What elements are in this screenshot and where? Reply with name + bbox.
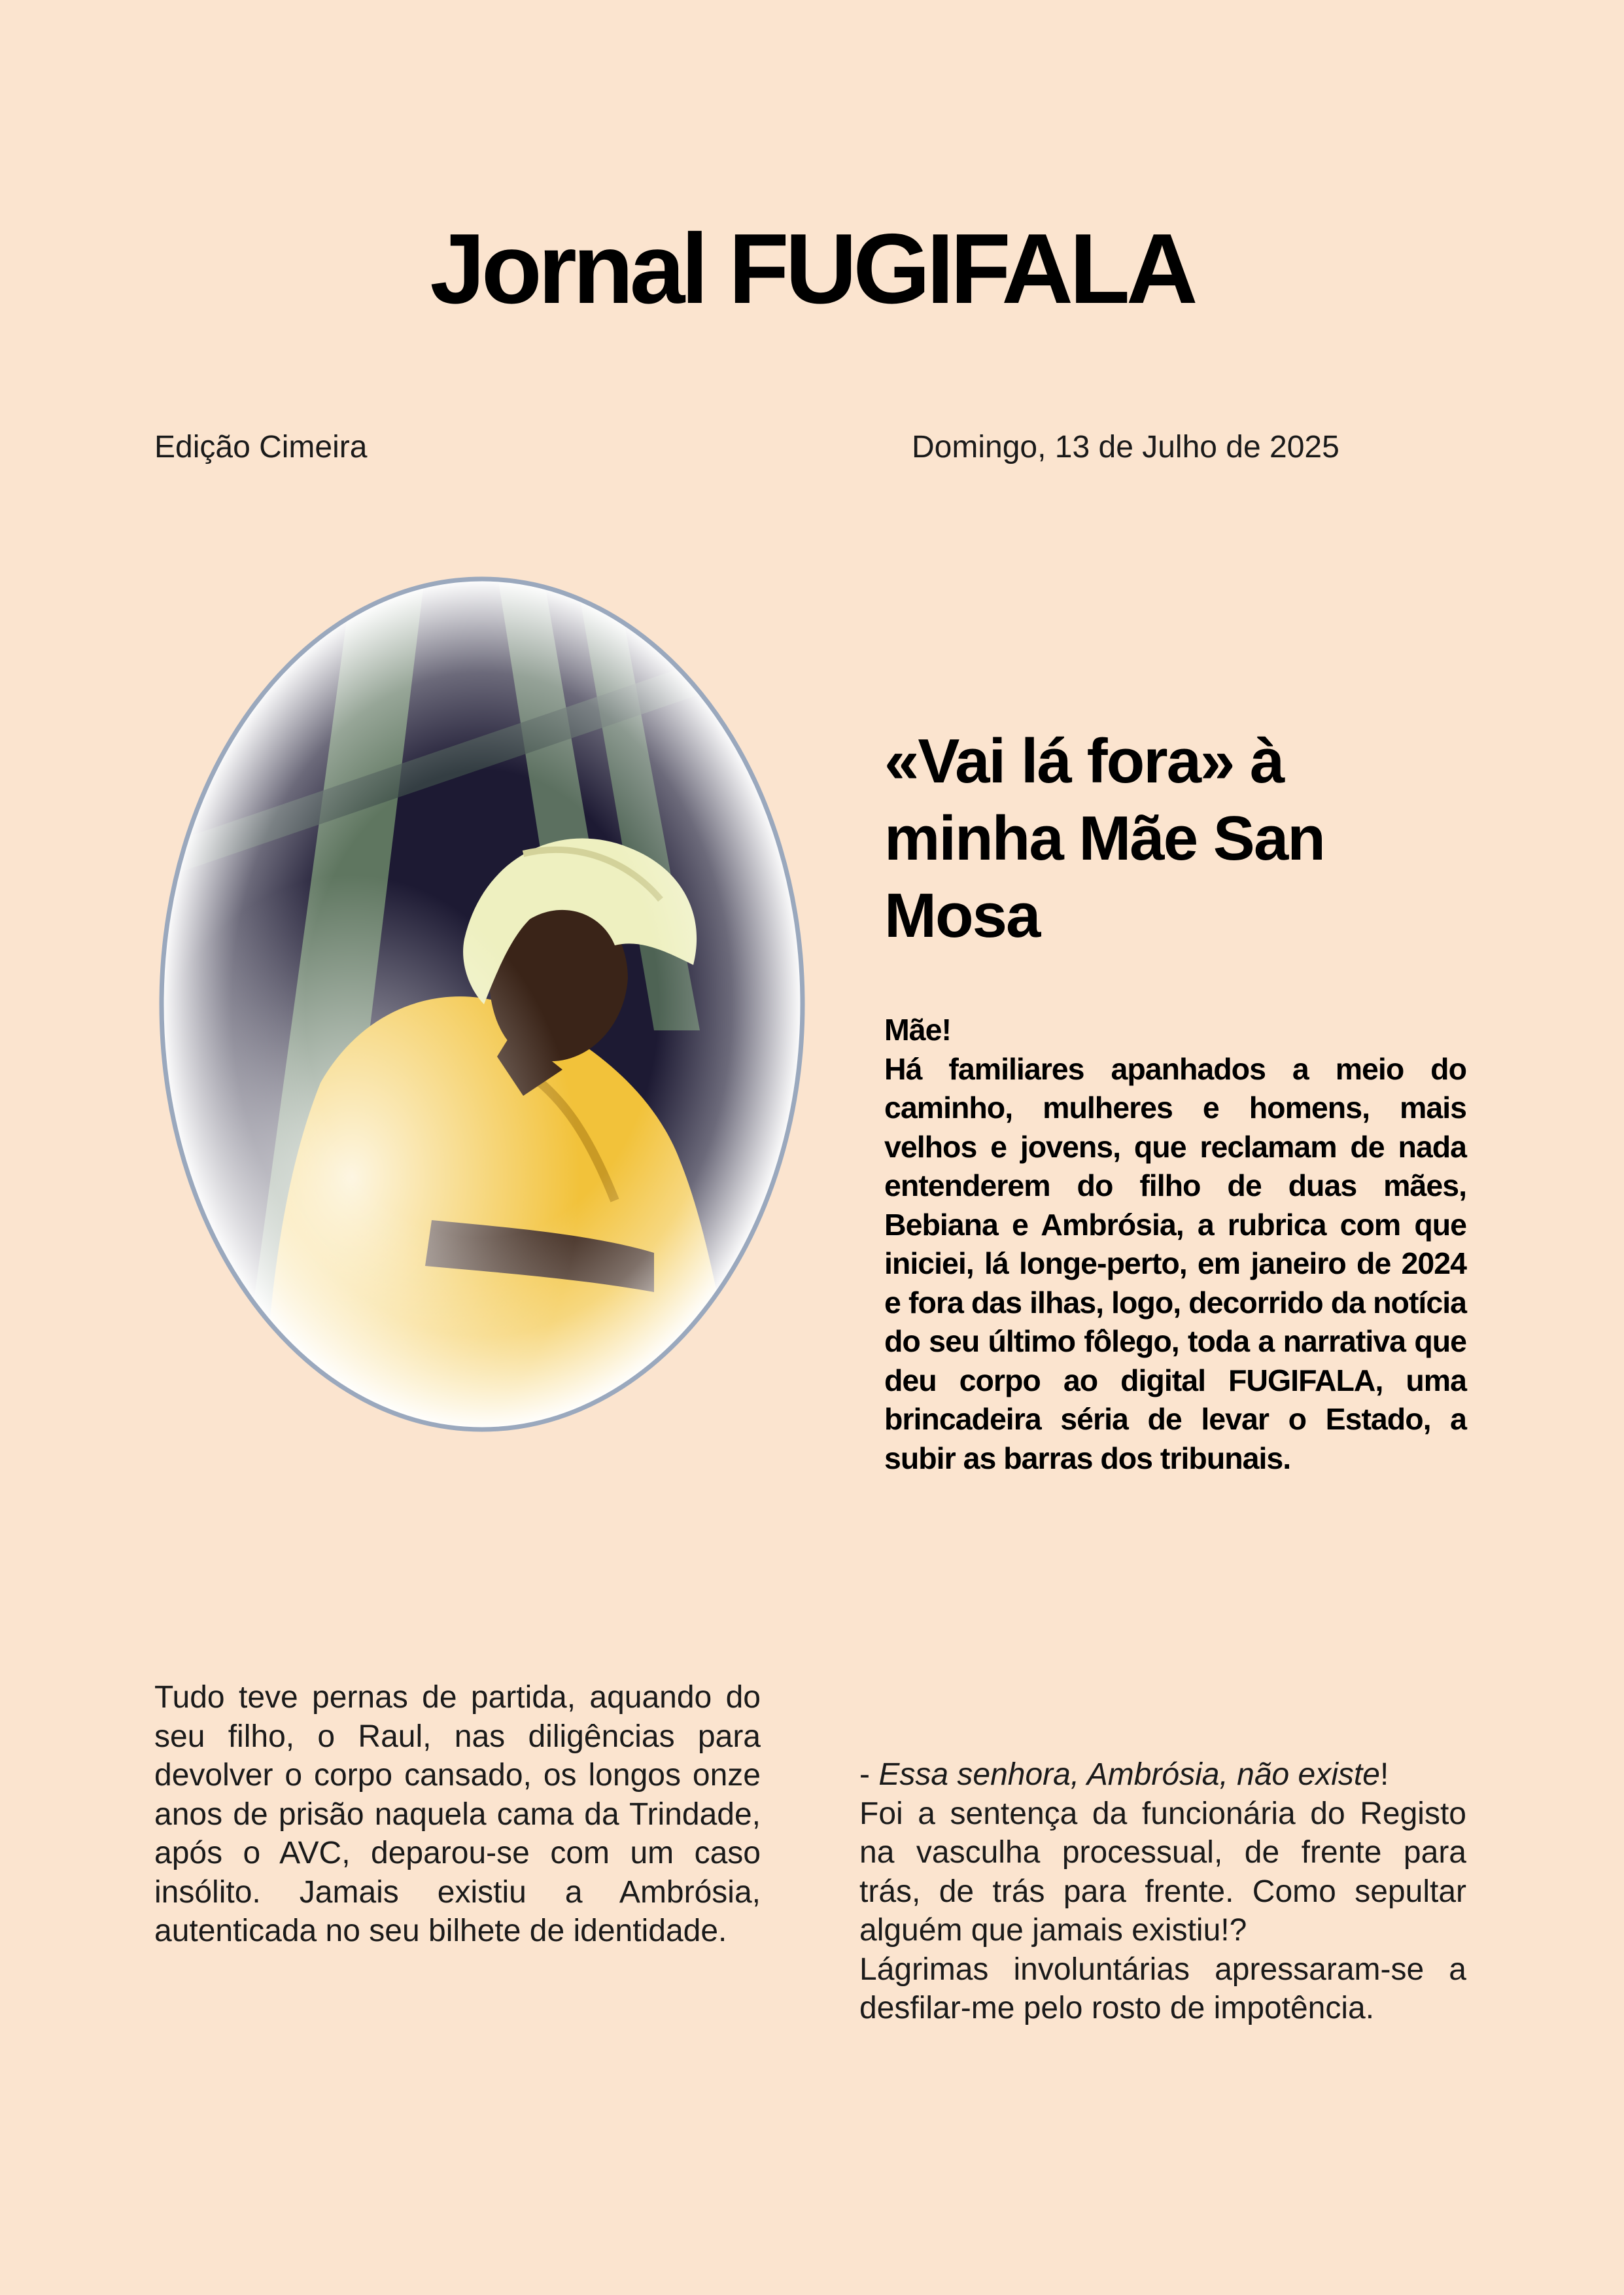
lead-paragraph: Há familiares apanhados a meio do caminho, mulheres e homens, mais velhos e jovens, que reclamam de nada entenderem do filho de duas mães, Bebiana e Ambrósia, a rubrica com que iniciei, lá longe-perto, em janeiro de 2024 e fora das ilhas, logo, decorrido da notícia do seu último fôlego, toda a narrativa que deu corpo ao digital FUGIFALA, uma brincadeira séria de levar o Estado, a subir as barras dos tribunais. <box>884 1051 1466 1475</box>
quote-line <box>859 1755 1466 1795</box>
right-column-paragraph-2: Lágrimas involuntárias apressaram-se a desfilar-me pelo rosto de impotência. <box>859 1952 1466 2025</box>
left-column-paragraph: Tudo teve pernas de partida, aquando do seu filho, o Raul, nas diligências para devolver o corpo cansado, os longos onze anos de prisão naquela cama da Trindade, após o AVC, deparou-se com um caso insólito. Jamais existiu a Ambrósia, autenticada no seu bilhete de identidade. <box>154 1680 761 1948</box>
edition-date: Domingo, 13 de Julho de 2025 <box>912 430 1339 464</box>
edition-label: Edição Cimeira <box>154 430 368 464</box>
portrait-photo <box>157 572 808 1436</box>
right-column-paragraph-1: Foi a sentença da funcionária do Registo na vasculha processual, de frente para trás, de trás para frente. Como sepultar alguém que jamais existiu!? <box>859 1796 1466 1948</box>
article-headline: «Vai lá fora» à minha Mãe San Mosa <box>884 726 1324 951</box>
article-lead <box>884 1011 1466 1478</box>
quote-dash: - <box>859 1757 879 1792</box>
quote-text: Essa senhora, Ambrósia, não existe <box>878 1757 1380 1792</box>
right-column <box>859 1755 1466 2028</box>
masthead-title: Jornal FUGIFALA <box>430 213 1194 324</box>
quote-end: ! <box>1379 1757 1389 1792</box>
left-column <box>154 1678 761 1951</box>
lead-greeting: Mãe! <box>884 1013 951 1047</box>
